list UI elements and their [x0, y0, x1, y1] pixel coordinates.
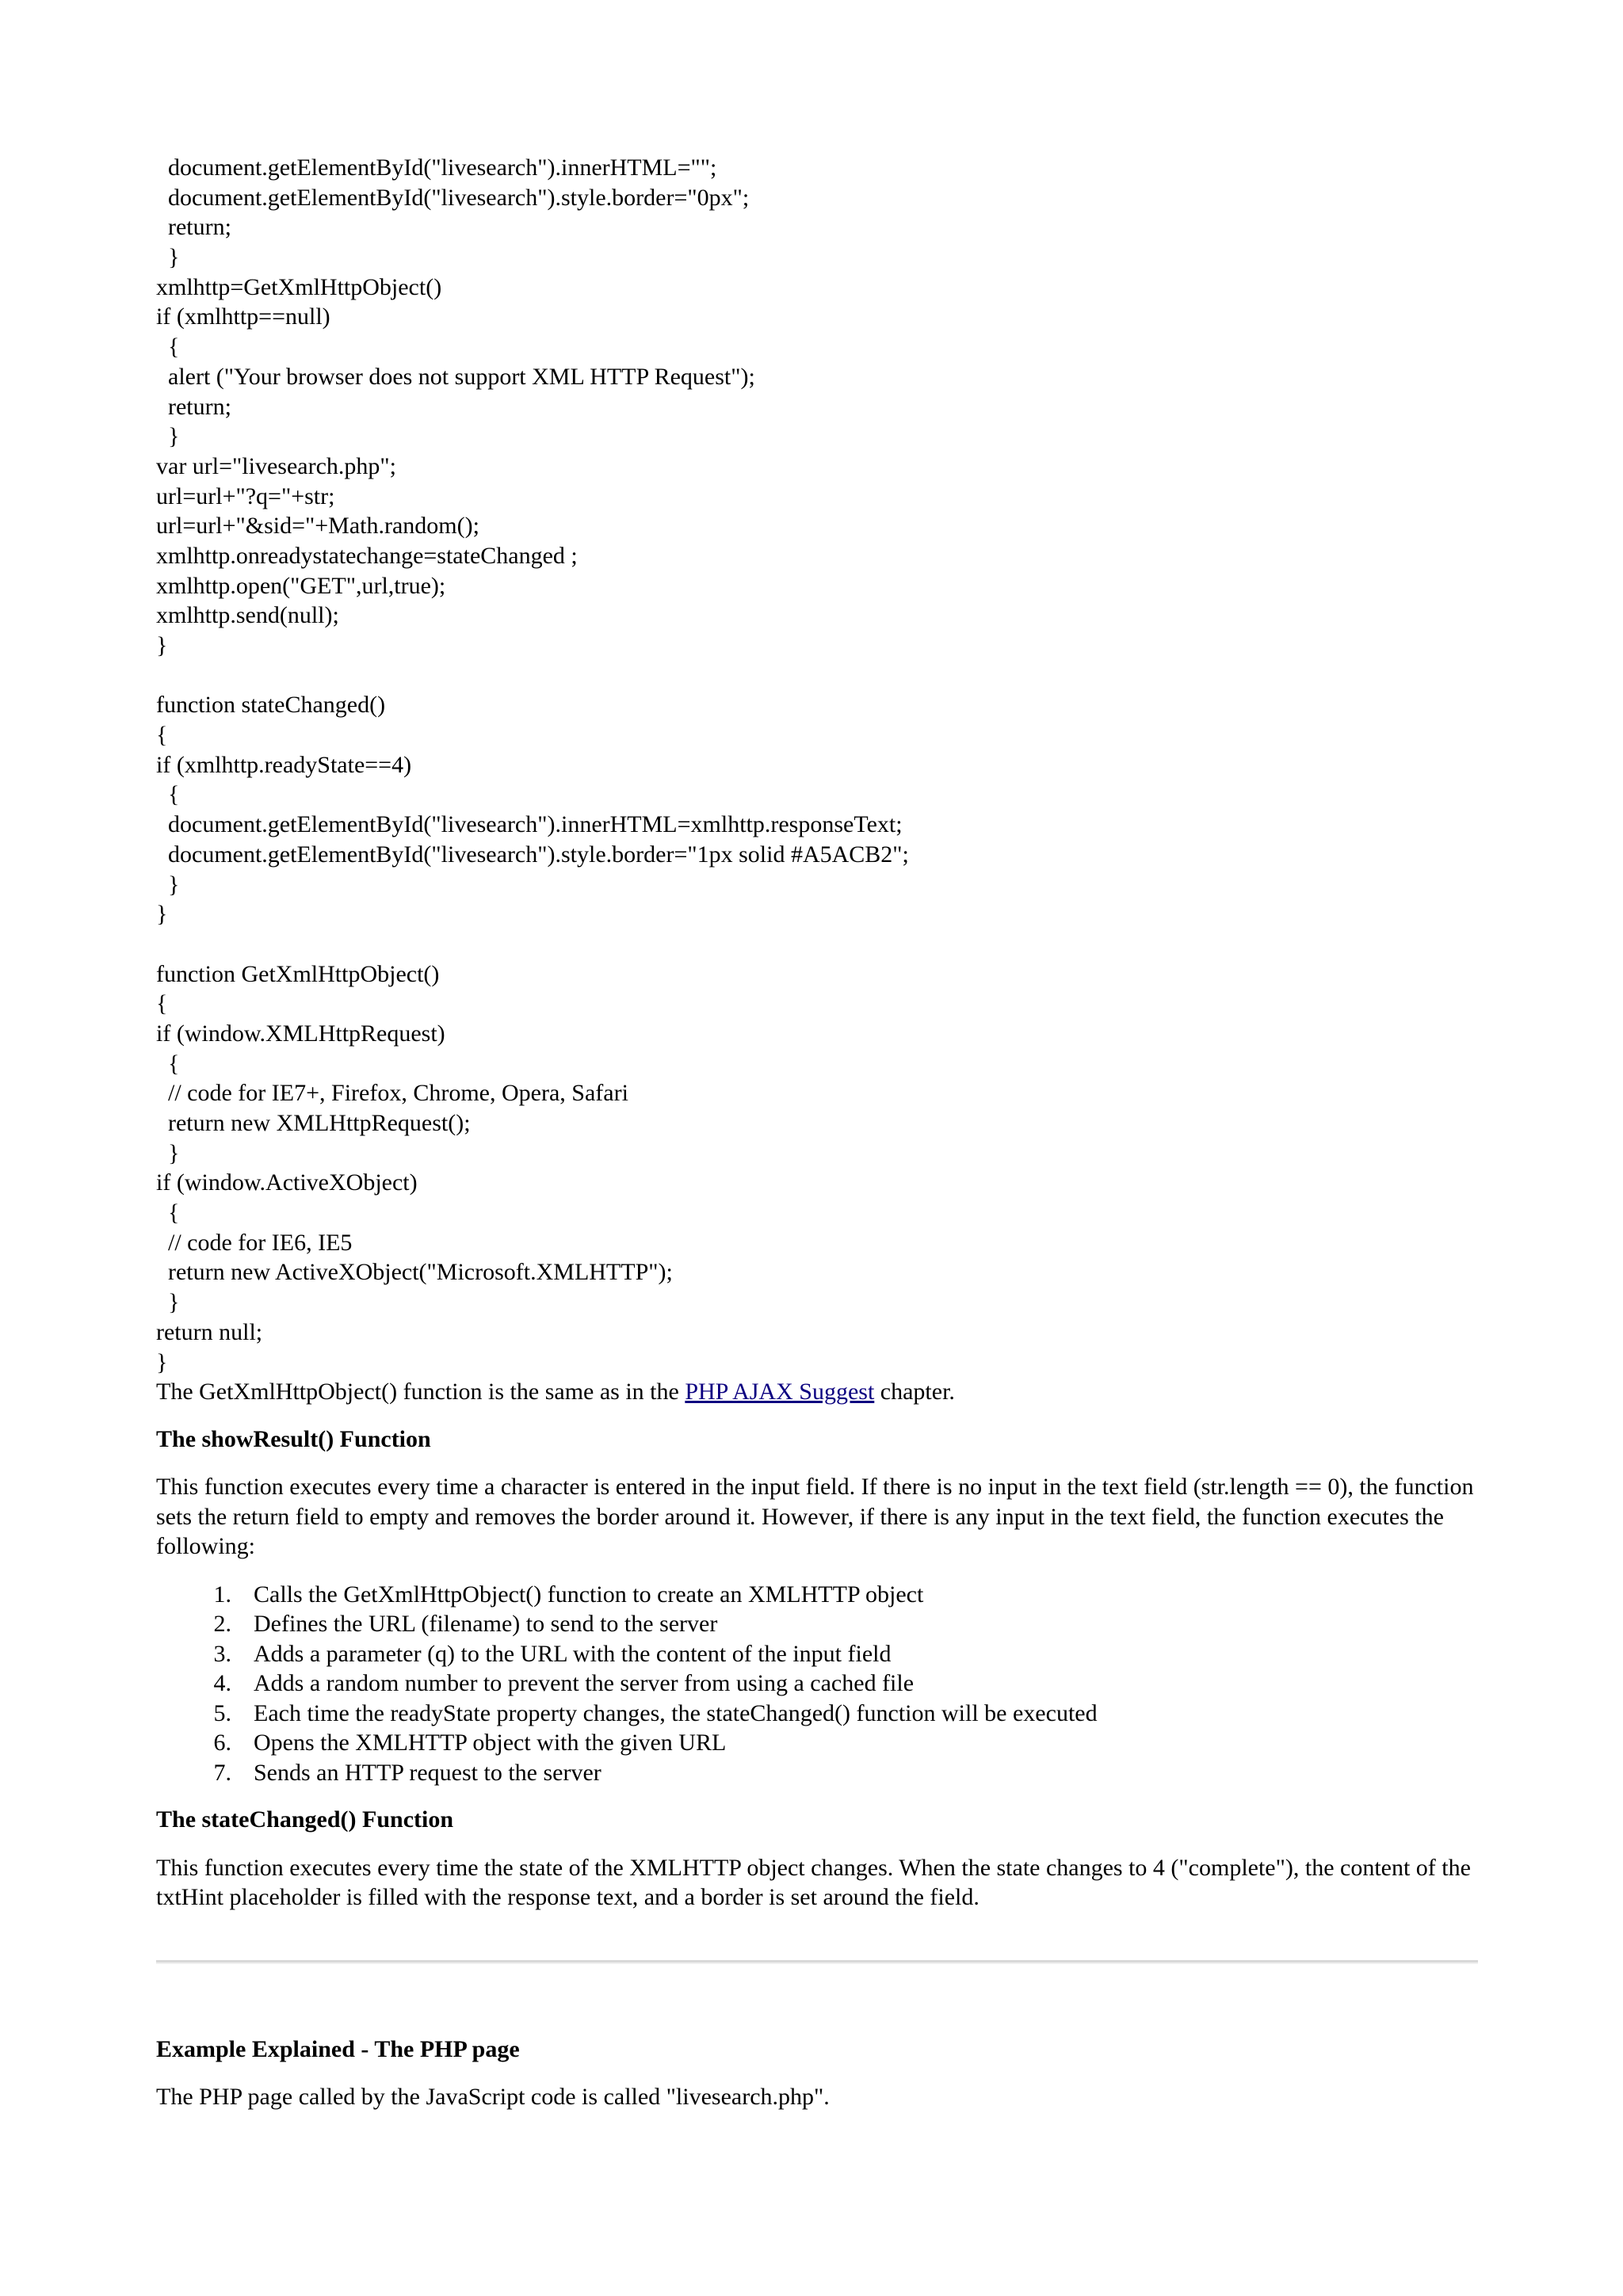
list-item-text: Sends an HTTP request to the server: [254, 1759, 601, 1786]
code-line: {: [156, 334, 180, 360]
code-line: }: [156, 423, 180, 450]
code-line: // code for IE7+, Firefox, Chrome, Opera, Safari: [156, 1080, 628, 1107]
show-result-steps: [156, 1580, 1478, 1788]
list-item-number: 6.: [213, 1730, 231, 1756]
code-line: }: [156, 1348, 168, 1375]
list-item-number: 4.: [213, 1670, 231, 1697]
php-ajax-suggest-link[interactable]: PHP AJAX Suggest: [685, 1379, 875, 1405]
code-line: document.getElementById("livesearch").innerHTML="";: [156, 154, 717, 181]
list-item: [156, 1669, 1478, 1699]
code-line: {: [156, 781, 180, 808]
php-page-heading: Example Explained - The PHP page: [156, 2035, 520, 2062]
code-line: return;: [156, 214, 231, 241]
code-block: [156, 153, 1478, 1377]
code-line: document.getElementById("livesearch").style.border="1px solid #A5ACB2";: [156, 841, 909, 868]
code-line: xmlhttp=GetXmlHttpObject(): [156, 273, 442, 300]
list-item-number: 5.: [213, 1699, 231, 1726]
state-changed-description: This function executes every time the state of the XMLHTTP object changes. When the state changes to 4 ("complete"), the content of the txtHint placeholder is filled with the response text, and a border is set around the field.: [156, 1854, 1471, 1911]
code-line: return;: [156, 393, 231, 420]
document-page: [156, 153, 1478, 2112]
code-line: if (xmlhttp.readyState==4): [156, 751, 412, 778]
code-line: [156, 661, 1478, 691]
code-line: alert ("Your browser does not support XML HTTP Request");: [156, 363, 755, 390]
list-item-text: Defines the URL (filename) to send to the server: [254, 1611, 718, 1638]
code-line: return null;: [156, 1318, 263, 1345]
php-page-description: The PHP page called by the JavaScript code is called "livesearch.php".: [156, 2084, 830, 2111]
code-line: [156, 929, 1478, 959]
code-line: // code for IE6, IE5: [156, 1229, 353, 1256]
list-item-number: 2.: [213, 1611, 231, 1638]
code-line: return new XMLHttpRequest();: [156, 1110, 471, 1136]
code-line: xmlhttp.onreadystatechange=stateChanged ;: [156, 542, 578, 569]
show-result-description: This function executes every time a character is entered in the input field. If there is no input in the text field (str.length == 0), the function sets the return field to empty and removes the border around it. However, if there is any input in the text field, the function executes the following:: [156, 1474, 1474, 1560]
code-line: }: [156, 901, 168, 928]
code-line: xmlhttp.open("GET",url,true);: [156, 572, 446, 599]
list-item-number: 1.: [213, 1581, 231, 1608]
list-item-text: Calls the GetXmlHttpObject() function to create an XMLHTTP object: [254, 1581, 924, 1608]
list-item-text: Each time the readyState property changes, the stateChanged() function will be executed: [254, 1699, 1098, 1726]
code-line: {: [156, 1050, 180, 1077]
list-item-text: Opens the XMLHTTP object with the given URL: [254, 1730, 727, 1756]
code-line: }: [156, 871, 180, 898]
code-line: document.getElementById("livesearch").innerHTML=xmlhttp.responseText;: [156, 811, 903, 838]
code-line: }: [156, 1139, 180, 1166]
list-item: [156, 1580, 1478, 1610]
code-line: }: [156, 244, 180, 271]
code-line: function GetXmlHttpObject(): [156, 960, 440, 987]
code-line: if (xmlhttp==null): [156, 303, 330, 330]
show-result-heading: The showResult() Function: [156, 1425, 431, 1452]
list-item-number: 7.: [213, 1759, 231, 1786]
list-item-text: Adds a parameter (q) to the URL with the content of the input field: [254, 1640, 892, 1667]
code-line: url=url+"&sid="+Math.random();: [156, 513, 479, 540]
list-item: [156, 1699, 1478, 1729]
code-line: if (window.ActiveXObject): [156, 1169, 418, 1196]
code-line: }: [156, 632, 168, 658]
getxml-note-after: chapter.: [874, 1379, 955, 1405]
code-line: if (window.XMLHttpRequest): [156, 1020, 445, 1047]
code-line: document.getElementById("livesearch").style.border="0px";: [156, 184, 750, 211]
list-item: [156, 1728, 1478, 1758]
code-line: {: [156, 990, 168, 1017]
code-line: }: [156, 1289, 180, 1316]
list-item: [156, 1758, 1478, 1788]
code-line: {: [156, 722, 168, 749]
getxml-note: [156, 1377, 1478, 1407]
state-changed-heading: The stateChanged() Function: [156, 1806, 454, 1833]
code-line: {: [156, 1199, 180, 1226]
list-item-number: 3.: [213, 1640, 231, 1667]
list-item: [156, 1639, 1478, 1669]
code-line: return new ActiveXObject("Microsoft.XMLHTTP");: [156, 1259, 673, 1286]
code-line: var url="livesearch.php";: [156, 452, 396, 479]
code-line: function stateChanged(): [156, 692, 386, 719]
list-item-text: Adds a random number to prevent the server from using a cached file: [254, 1670, 915, 1697]
code-line: url=url+"?q="+str;: [156, 482, 335, 509]
list-item: [156, 1609, 1478, 1639]
horizontal-divider: [156, 1960, 1478, 1964]
getxml-note-before: The GetXmlHttpObject() function is the same as in the: [156, 1379, 685, 1405]
code-line: xmlhttp.send(null);: [156, 602, 339, 629]
